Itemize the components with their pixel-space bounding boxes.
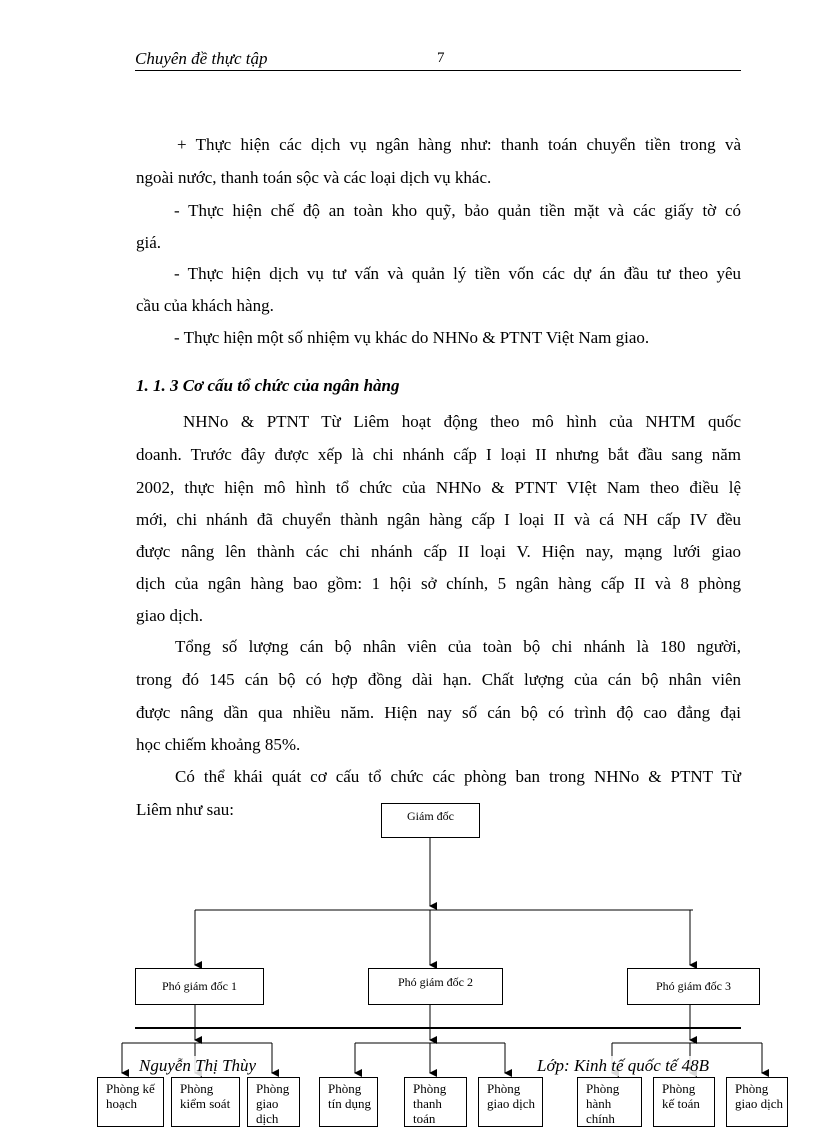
dept-box-3: Phòng giao dịch <box>247 1077 300 1127</box>
dept-box-4: Phòng tín dụng <box>319 1077 378 1127</box>
body-line: - Thực hiện một số nhiệm vụ khác do NHNo & PTNT Việt Nam giao. <box>174 328 650 347</box>
header-title: Chuyên đề thực tập <box>135 49 268 68</box>
section-heading: 1. 1. 3 Cơ cấu tổ chức của ngân hàng <box>136 376 400 395</box>
dept-box-9: Phòng giao dịch <box>726 1077 788 1127</box>
body-line: Liêm như sau: <box>136 800 234 819</box>
body-line: Tổng số lượng cán bộ nhân viên của toàn bộ chi nhánh là 180 người, <box>175 637 741 656</box>
deputy-box-1: Phó giám đốc 1 <box>135 968 264 1005</box>
body-line: được nâng dần qua nhiều năm. Hiện nay số cán bộ có trình độ cao đẳng đại <box>136 703 741 722</box>
body-line: 2002, thực hiện mô hình tổ chức của NHNo & PTNT VIệt Nam theo điều lệ <box>136 478 741 497</box>
body-line: được nâng lên thành các chi nhánh cấp II loại V. Hiện nay, mạng lưới giao <box>136 542 741 561</box>
dept-box-5: Phòng thanh toán <box>404 1077 467 1127</box>
deputy-box-3: Phó giám đốc 3 <box>627 968 760 1005</box>
body-line: - Thực hiện chế độ an toàn kho quỹ, bảo quản tiền mặt và các giấy tờ có <box>174 201 741 220</box>
body-line: trong đó 145 cán bộ có hợp đồng dài hạn. Chất lượng của cán bộ nhân viên <box>136 670 741 689</box>
body-line: - Thực hiện dịch vụ tư vấn và quản lý tiền vốn các dự án đầu tư theo yêu <box>174 264 741 283</box>
body-line: NHNo & PTNT Từ Liêm hoạt động theo mô hình của NHTM quốc <box>183 412 741 431</box>
page-number: 7 <box>437 50 445 66</box>
dept-box-6: Phòng giao dịch <box>478 1077 543 1127</box>
body-line: + Thực hiện các dịch vụ ngân hàng như: thanh toán chuyển tiền trong và <box>177 135 741 154</box>
deputy-box-2: Phó giám đốc 2 <box>368 968 503 1005</box>
body-line: cầu của khách hàng. <box>136 296 274 315</box>
director-box: Giám đốc <box>381 803 480 838</box>
body-line: giá. <box>136 233 162 252</box>
body-line: giao dịch. <box>136 606 204 625</box>
body-line: mới, chi nhánh đã chuyển thành ngân hàng cấp I loại II và cá NH cấp IV đều <box>136 510 741 529</box>
body-line: ngoài nước, thanh toán sộc và các loại dịch vụ khác. <box>136 168 492 187</box>
dept-box-7: Phòng hành chính <box>577 1077 642 1127</box>
body-line: dịch của ngân hàng bao gồm: 1 hội sở chính, 5 ngân hàng cấp II và 8 phòng <box>136 574 741 593</box>
body-line: học chiếm khoảng 85%. <box>136 735 301 754</box>
footer-class: Lớp: Kinh tế quốc tế 48B <box>537 1056 709 1075</box>
dept-box-8: Phòng kế toán <box>653 1077 715 1127</box>
dept-box-2: Phòng kiểm soát <box>171 1077 240 1127</box>
body-line: Có thể khái quát cơ cấu tổ chức các phòng ban trong NHNo & PTNT Từ <box>175 767 741 786</box>
dept-box-1: Phòng kế hoạch <box>97 1077 164 1127</box>
body-line: doanh. Trước đây được xếp là chi nhánh cấp I loại II nhưng bắt đầu sang năm <box>136 445 741 464</box>
footer-author: Nguyễn Thị Thùy <box>139 1056 257 1075</box>
